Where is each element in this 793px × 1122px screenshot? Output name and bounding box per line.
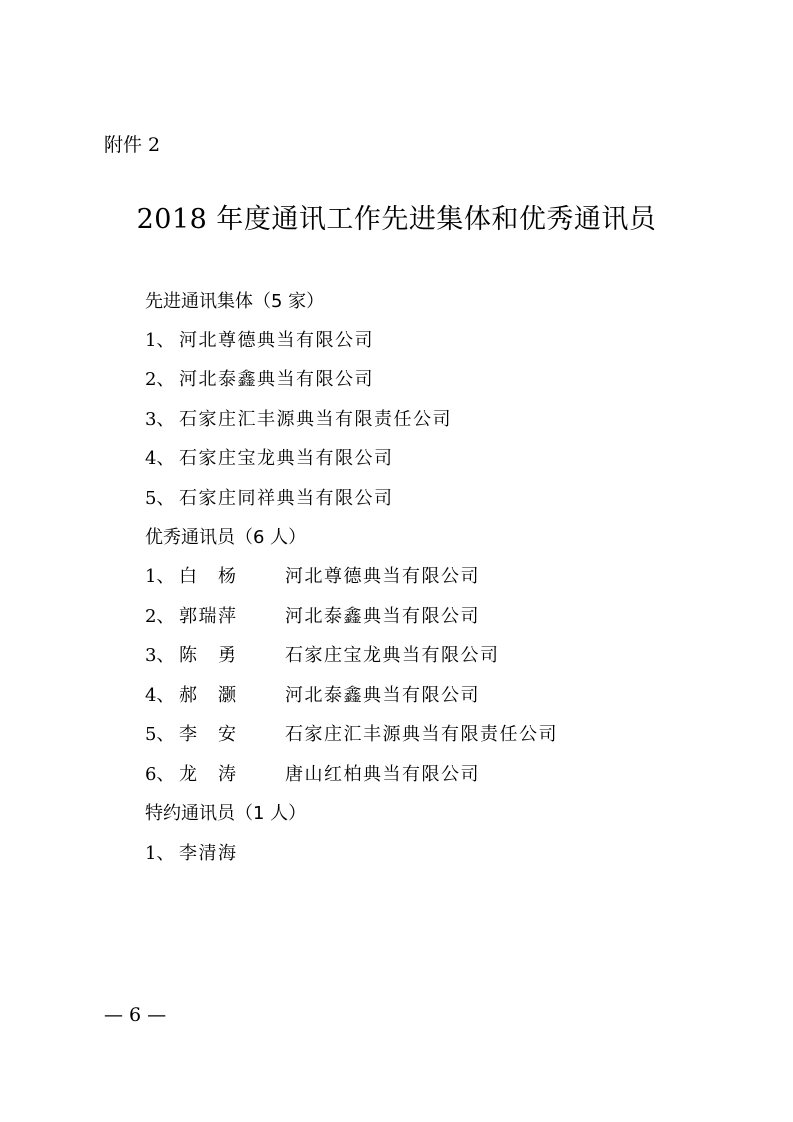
list-item bbox=[145, 840, 238, 868]
list-item bbox=[145, 327, 374, 355]
list-item bbox=[145, 366, 374, 394]
person-name: 郝 灏 bbox=[179, 685, 238, 706]
company-name: 河北泰鑫典当有限公司 bbox=[285, 606, 480, 627]
person-name: 李清海 bbox=[179, 843, 238, 864]
section-heading-advanced-collectives: 先进通讯集体（5 家） bbox=[145, 291, 325, 312]
item-number: 5、 bbox=[145, 488, 175, 509]
company-name: 河北泰鑫典当有限公司 bbox=[285, 685, 480, 706]
item-number: 5、 bbox=[145, 724, 175, 745]
item-number: 4、 bbox=[145, 685, 175, 706]
list-item bbox=[145, 682, 480, 710]
item-number: 4、 bbox=[145, 448, 175, 469]
list-item bbox=[145, 563, 480, 591]
company-name: 石家庄同祥典当有限公司 bbox=[179, 488, 394, 509]
company-name: 唐山红柏典当有限公司 bbox=[285, 764, 480, 785]
person-name: 郭瑞萍 bbox=[179, 606, 238, 627]
person-name: 李 安 bbox=[179, 724, 238, 745]
person-name: 陈 勇 bbox=[179, 645, 238, 666]
person-name: 龙 涛 bbox=[179, 764, 238, 785]
item-number: 1、 bbox=[145, 566, 175, 587]
list-item bbox=[145, 721, 558, 749]
item-number: 6、 bbox=[145, 764, 175, 785]
section-heading-excellent-correspondents: 优秀通讯员（6 人） bbox=[145, 527, 307, 548]
list-item bbox=[145, 406, 452, 434]
company-name: 石家庄宝龙典当有限公司 bbox=[285, 645, 500, 666]
company-name: 石家庄汇丰源典当有限责任公司 bbox=[285, 724, 558, 745]
list-item bbox=[145, 485, 394, 513]
person-name: 白 杨 bbox=[179, 566, 238, 587]
item-number: 1、 bbox=[145, 843, 175, 864]
list-item bbox=[145, 603, 480, 631]
page-number: — 6 — bbox=[104, 1004, 167, 1026]
item-number: 1、 bbox=[145, 330, 175, 351]
document-title: 2018 年度通讯工作先进集体和优秀通讯员 bbox=[136, 204, 657, 235]
company-name: 河北泰鑫典当有限公司 bbox=[179, 369, 374, 390]
item-number: 3、 bbox=[145, 409, 175, 430]
list-item bbox=[145, 445, 394, 473]
list-item bbox=[145, 642, 500, 670]
item-number: 2、 bbox=[145, 606, 175, 627]
section-heading-special-correspondents: 特约通讯员（1 人） bbox=[145, 803, 307, 824]
company-name: 河北尊德典当有限公司 bbox=[179, 330, 374, 351]
company-name: 河北尊德典当有限公司 bbox=[285, 566, 480, 587]
company-name: 石家庄宝龙典当有限公司 bbox=[179, 448, 394, 469]
attachment-label: 附件 2 bbox=[104, 134, 161, 156]
company-name: 石家庄汇丰源典当有限责任公司 bbox=[179, 409, 452, 430]
list-item bbox=[145, 761, 480, 789]
item-number: 3、 bbox=[145, 645, 175, 666]
item-number: 2、 bbox=[145, 369, 175, 390]
